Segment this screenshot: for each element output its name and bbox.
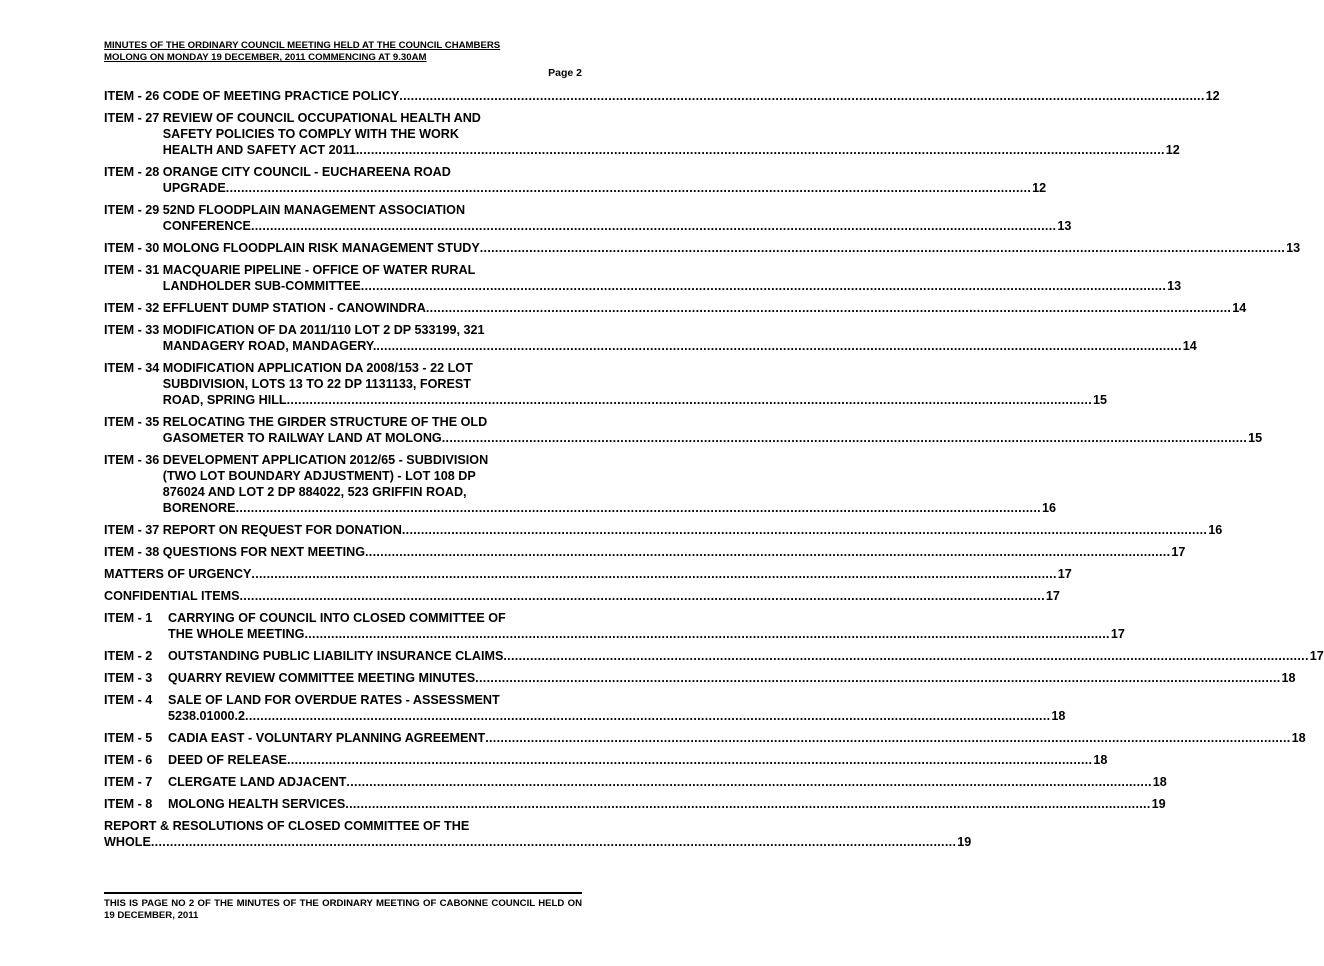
- toc-page-number: 12: [1165, 143, 1180, 157]
- toc-title-line: (TWO LOT BOUNDARY ADJUSTMENT) - LOT 108 DP: [162, 469, 476, 483]
- toc-page-number: 16: [1208, 523, 1223, 537]
- toc-page-number: 13: [1286, 241, 1301, 255]
- toc-item-title: [168, 648, 1324, 664]
- toc-item-title: [162, 522, 1223, 538]
- toc-title-line: EFFLUENT DUMP STATION - CANOWINDRA: [162, 301, 426, 315]
- toc-title-line: SAFETY POLICIES TO COMPLY WITH THE WORK: [162, 127, 459, 141]
- dot-leader: [226, 180, 1031, 196]
- toc-item-number: ITEM - 32: [104, 301, 163, 315]
- toc-item-title: [168, 752, 1108, 768]
- toc-leader-line: [162, 240, 1301, 256]
- toc-page-number: 18: [1291, 731, 1306, 745]
- toc-item-number: ITEM - 27: [104, 111, 163, 125]
- toc-entry: [104, 164, 1047, 196]
- toc-item-number: ITEM - 7: [104, 775, 153, 789]
- toc-title-line: 5238.01000.2: [168, 709, 246, 723]
- toc-title-line: QUESTIONS FOR NEXT MEETING: [162, 545, 365, 559]
- dot-leader: [151, 834, 956, 850]
- toc-leader-line: [168, 796, 1166, 812]
- toc-item-number: ITEM - 29: [104, 203, 163, 217]
- toc-item-title: [104, 818, 972, 850]
- toc-leader-line: [162, 544, 1186, 560]
- toc-item-number: ITEM - 36: [104, 453, 163, 467]
- toc-entry: [104, 88, 1220, 104]
- toc-title-line: ROAD, SPRING HILL: [162, 393, 287, 407]
- toc-item-number: ITEM - 30: [104, 241, 163, 255]
- toc-title-line: REPORT ON REQUEST FOR DONATION: [162, 523, 402, 537]
- toc-item-title: [162, 202, 1072, 234]
- toc-title-line: MANDAGERY ROAD, MANDAGERY.: [162, 339, 377, 353]
- toc-title-line: RELOCATING THE GIRDER STRUCTURE OF THE OLD: [162, 415, 488, 429]
- toc-entry: [104, 360, 1108, 408]
- toc-leader-line: [168, 648, 1324, 664]
- toc-page-number: 17: [1171, 545, 1186, 559]
- toc-title-line: CLERGATE LAND ADJACENT: [168, 775, 347, 789]
- toc-title-line: HEALTH AND SAFETY ACT 2011.: [162, 143, 360, 157]
- dot-leader: [361, 278, 1166, 294]
- toc-title-line: LANDHOLDER SUB-COMMITTEE: [162, 279, 361, 293]
- header-line-2: MOLONG ON MONDAY 19 DECEMBER, 2011 COMMENCING AT 9.30AM: [104, 52, 427, 63]
- toc-title-line: CODE OF MEETING PRACTICE POLICY: [162, 89, 400, 103]
- toc-title-line: CONFERENCE: [162, 219, 251, 233]
- toc-leader-line: [168, 730, 1306, 746]
- toc-entry: [104, 522, 1223, 538]
- toc-page-number: 19: [1151, 797, 1166, 811]
- toc-item-title: [168, 610, 1125, 642]
- toc-page-number: 17: [1309, 649, 1324, 663]
- dot-leader: [365, 544, 1170, 560]
- toc-entry: [104, 796, 1166, 812]
- toc-leader-line: [168, 708, 1066, 724]
- dot-leader: [236, 500, 1041, 516]
- toc-leader-line: [162, 430, 1263, 446]
- minutes-header: [104, 40, 582, 64]
- toc-page-number: 19: [957, 835, 972, 849]
- toc-title-line: DEVELOPMENT APPLICATION 2012/65 - SUBDIVISION: [162, 453, 489, 467]
- toc-leader-line: [168, 626, 1125, 642]
- toc-title-line: SALE OF LAND FOR OVERDUE RATES - ASSESSMENT: [168, 693, 500, 707]
- toc-item-title: [162, 414, 1263, 446]
- dot-leader: [245, 708, 1050, 724]
- toc-item-title: [162, 240, 1301, 256]
- toc-item-title: [168, 796, 1166, 812]
- toc-item-title: [104, 588, 1060, 604]
- toc-page-number: 18: [1281, 671, 1296, 685]
- dot-leader: [346, 774, 1151, 790]
- toc-title-line: 876024 AND LOT 2 DP 884022, 523 GRIFFIN ROAD,: [162, 485, 467, 499]
- toc-page-number: 17: [1057, 567, 1072, 581]
- toc-leader-line: [162, 338, 1197, 354]
- toc-entry: [104, 262, 1182, 294]
- toc-page-number: 15: [1093, 393, 1108, 407]
- toc-entry: [104, 110, 1180, 158]
- toc-title-line: 52ND FLOODPLAIN MANAGEMENT ASSOCIATION: [162, 203, 466, 217]
- dot-leader: [304, 626, 1109, 642]
- toc-title-line: THE WHOLE MEETING: [168, 627, 305, 641]
- toc-page-number: 13: [1167, 279, 1182, 293]
- toc-item-number: ITEM - 34: [104, 361, 163, 375]
- toc-item-number: ITEM - 2: [104, 649, 153, 663]
- dot-leader: [359, 142, 1164, 158]
- toc-leader-line: [162, 88, 1220, 104]
- toc-entry: [104, 610, 1125, 642]
- toc-title-line: MOLONG HEALTH SERVICES: [168, 797, 346, 811]
- toc-entry: [104, 452, 1056, 516]
- toc-page-number: 17: [1110, 627, 1125, 641]
- header-line-1: MINUTES OF THE ORDINARY COUNCIL MEETING HELD AT THE COUNCIL CHAMBERS: [104, 40, 501, 51]
- toc-page-number: 14: [1182, 339, 1197, 353]
- toc-item-number: ITEM - 6: [104, 753, 153, 767]
- toc-page-number: 12: [1032, 181, 1047, 195]
- toc-title-line: MODIFICATION OF DA 2011/110 LOT 2 DP 533199, 321: [162, 323, 485, 337]
- toc-title-line: MACQUARIE PIPELINE - OFFICE OF WATER RURAL: [162, 263, 476, 277]
- table-of-contents: [104, 88, 1324, 856]
- dot-leader: [402, 522, 1207, 538]
- toc-item-title: [168, 692, 1066, 724]
- dot-leader: [240, 588, 1045, 604]
- toc-title-line: UPGRADE: [162, 181, 226, 195]
- dot-leader: [345, 796, 1150, 812]
- toc-leader-line: [162, 142, 1180, 158]
- toc-item-title: [162, 110, 1180, 158]
- toc-page-number: 18: [1152, 775, 1167, 789]
- toc-leader-line: [104, 834, 972, 850]
- toc-leader-line: [168, 774, 1167, 790]
- toc-title-line: MOLONG FLOODPLAIN RISK MANAGEMENT STUDY: [162, 241, 480, 255]
- toc-entry: [104, 730, 1306, 746]
- toc-page-number: 12: [1205, 89, 1220, 103]
- dot-leader: [399, 88, 1204, 104]
- toc-leader-line: [162, 278, 1182, 294]
- toc-title-line: CONFIDENTIAL ITEMS: [104, 589, 240, 603]
- toc-item-number: ITEM - 4: [104, 693, 153, 707]
- toc-page-number: 13: [1057, 219, 1072, 233]
- toc-title-line: MODIFICATION APPLICATION DA 2008/153 - 22 LOT: [162, 361, 473, 375]
- toc-entry: [104, 300, 1247, 316]
- toc-item-number: ITEM - 3: [104, 671, 153, 685]
- toc-title-line: QUARRY REVIEW COMMITTEE MEETING MINUTES: [168, 671, 476, 685]
- toc-item-title: [104, 566, 1072, 582]
- toc-entry: [104, 202, 1072, 234]
- toc-item-number: ITEM - 28: [104, 165, 163, 179]
- toc-entry: [104, 818, 972, 850]
- toc-leader-line: [162, 522, 1223, 538]
- toc-entry: [104, 414, 1263, 446]
- toc-item-number: ITEM - 33: [104, 323, 163, 337]
- toc-page-number: 16: [1041, 501, 1056, 515]
- toc-item-number: ITEM - 8: [104, 797, 153, 811]
- toc-title-line: REVIEW OF COUNCIL OCCUPATIONAL HEALTH AND: [162, 111, 481, 125]
- toc-page-number: 17: [1045, 589, 1060, 603]
- dot-leader: [503, 648, 1308, 664]
- toc-item-title: [162, 544, 1186, 560]
- toc-entry: [104, 588, 1060, 604]
- dot-leader: [442, 430, 1247, 446]
- toc-leader-line: [104, 566, 1072, 582]
- toc-entry: [104, 240, 1301, 256]
- toc-title-line: WHOLE: [104, 835, 151, 849]
- toc-title-line: DEED OF RELEASE: [168, 753, 287, 767]
- toc-entry: [104, 544, 1186, 560]
- toc-leader-line: [168, 752, 1108, 768]
- toc-item-title: [168, 730, 1306, 746]
- toc-item-number: ITEM - 1: [104, 611, 153, 625]
- toc-item-number: ITEM - 31: [104, 263, 163, 277]
- toc-title-line: BORENORE: [162, 501, 236, 515]
- toc-entry: [104, 692, 1066, 724]
- toc-title-line: REPORT & RESOLUTIONS OF CLOSED COMMITTEE OF THE: [104, 819, 470, 833]
- toc-title-line: CADIA EAST - VOLUNTARY PLANNING AGREEMENT: [168, 731, 486, 745]
- toc-title-line: GASOMETER TO RAILWAY LAND AT MOLONG: [162, 431, 442, 445]
- dot-leader: [251, 566, 1056, 582]
- toc-leader-line: [168, 670, 1296, 686]
- toc-page-number: 18: [1093, 753, 1108, 767]
- toc-entry: [104, 322, 1197, 354]
- toc-entry: [104, 566, 1072, 582]
- toc-leader-line: [162, 300, 1247, 316]
- toc-leader-line: [162, 218, 1072, 234]
- dot-leader: [475, 670, 1280, 686]
- toc-item-title: [162, 452, 1056, 516]
- toc-title-line: OUTSTANDING PUBLIC LIABILITY INSURANCE CLAIMS: [168, 649, 504, 663]
- toc-leader-line: [104, 588, 1060, 604]
- dot-leader: [287, 392, 1092, 408]
- toc-title-line: CARRYING OF COUNCIL INTO CLOSED COMMITTEE OF: [168, 611, 506, 625]
- dot-leader: [485, 730, 1290, 746]
- toc-item-title: [162, 322, 1197, 354]
- toc-leader-line: [162, 500, 1056, 516]
- toc-item-title: [162, 300, 1247, 316]
- dot-leader: [480, 240, 1285, 256]
- dot-leader: [376, 338, 1181, 354]
- toc-entry: [104, 648, 1324, 664]
- toc-entry: [104, 774, 1167, 790]
- toc-entry: [104, 670, 1296, 686]
- toc-item-number: ITEM - 5: [104, 731, 153, 745]
- toc-item-number: ITEM - 38: [104, 545, 163, 559]
- toc-item-title: [168, 774, 1167, 790]
- toc-leader-line: [162, 392, 1108, 408]
- toc-item-title: [162, 164, 1047, 196]
- toc-item-number: ITEM - 26: [104, 89, 163, 103]
- toc-entry: [104, 752, 1108, 768]
- toc-title-line: SUBDIVISION, LOTS 13 TO 22 DP 1131133, FOREST: [162, 377, 471, 391]
- toc-item-number: ITEM - 37: [104, 523, 163, 537]
- dot-leader: [426, 300, 1231, 316]
- toc-title-line: MATTERS OF URGENCY: [104, 567, 252, 581]
- toc-item-title: [162, 88, 1220, 104]
- toc-item-title: [162, 262, 1182, 294]
- dot-leader: [251, 218, 1056, 234]
- toc-item-title: [168, 670, 1296, 686]
- toc-leader-line: [162, 180, 1047, 196]
- toc-item-number: ITEM - 35: [104, 415, 163, 429]
- toc-page-number: 15: [1248, 431, 1263, 445]
- toc-page-number: 14: [1232, 301, 1247, 315]
- page-footer: THIS IS PAGE NO 2 OF THE MINUTES OF THE ORDINARY MEETING OF CABONNE COUNCIL HELD ON 19 DECEMBER, 2011: [104, 892, 582, 922]
- toc-item-title: [162, 360, 1108, 408]
- toc-title-line: ORANGE CITY COUNCIL - EUCHAREENA ROAD: [162, 165, 451, 179]
- page-number: Page 2: [548, 67, 582, 79]
- toc-page-number: 18: [1051, 709, 1066, 723]
- dot-leader: [287, 752, 1092, 768]
